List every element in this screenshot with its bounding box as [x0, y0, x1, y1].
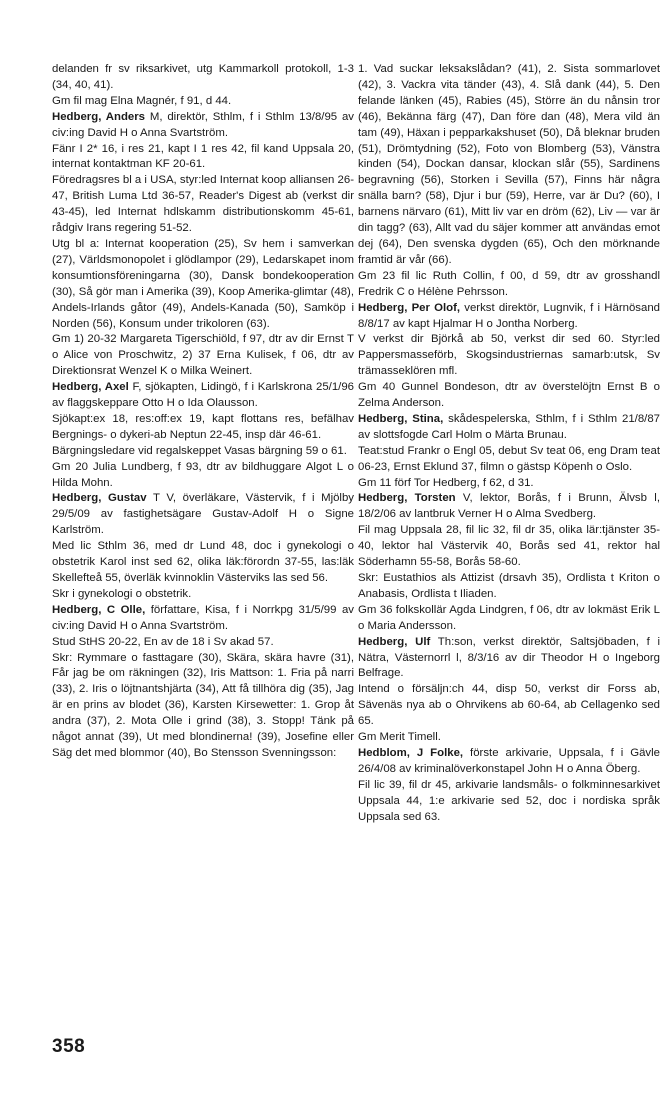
entry-text: förste arkivarie, Uppsala, f i Gävle 26/4/08 av kriminalöverkonstapel John H o Anna Öberg.	[358, 746, 660, 775]
entry-paragraph	[358, 269, 660, 301]
entry-text: Skr: Eustathios als Attizist (drsavh 35), Ordlista t Kriton o Anabasis, Ordlista t Iliaden.	[358, 572, 660, 600]
entry-text: Föredragsres bl a i USA, styr:led Internat koop alliansen 26-47, British Luma Ltd 36-57, Reader's Digest ab (verkst dir 43-45), led Internat hdlskamm distributionskomm 45-61, rådgiv Irans regering 51-52.	[52, 174, 355, 235]
entry-text: Gm 11 förf Tor Hedberg, f 62, d 31.	[358, 476, 534, 489]
entry-text: Intend o försäljn:ch 44, disp 50, verkst dir Forss ab, Sävenäs nya ab o Ohrvikens ab 60-64, ab Cellagenko sed 65.	[358, 683, 660, 728]
entry-name: Hedberg, Gustav	[52, 492, 147, 505]
entry-paragraph	[52, 635, 354, 651]
biography-entry	[52, 491, 354, 539]
entry-text: Fänr I 2* 16, i res 21, kapt I 1 res 42, fil kand Uppsala 20, internat kontaktman KF 20-61.	[52, 142, 354, 171]
entry-name: Hedberg, C Olle,	[52, 603, 146, 616]
biography-entry	[52, 380, 354, 412]
entry-text: Skr i gynekologi o obstetrik.	[52, 587, 192, 600]
entry-text: Gm 20 Julia Lundberg, f 93, dtr av bildhuggare Algot L o Hilda Mohn.	[52, 460, 354, 489]
entry-text: Utg bl a: Internat kooperation (25), Sv hem i samverkan (27), Världsmonopolet i glödlampor (29), Ledarskapet inom konsumtionsföreningarna (30), Dansk bondekooperation (30), Så gör man i Amerika (39), Koop Amerika-glimtar (48), Andels-Irlands gåtor (49), Andels-Kanada (50), Samköp i Norden (56), Konsum under trikoloren (63).	[52, 237, 354, 330]
entry-paragraph	[52, 460, 354, 492]
biography-entry	[52, 603, 354, 635]
entry-text: Gm 23 fil lic Ruth Collin, f 00, d 59, dtr av grosshandl Fredrik C o Hélène Pehrsson.	[358, 269, 660, 298]
entry-name: Hedberg, Anders	[52, 110, 146, 123]
left-column	[52, 62, 354, 762]
entry-text: Gm fil mag Elna Magnér, f 91, d 44.	[52, 94, 232, 107]
entry-name: Hedberg, Stina,	[358, 412, 444, 425]
entry-text: V, lektor, Borås, f i Brunn, Älvsb l, 18/2/06 av lantbruk Verner H o Alma Svedberg.	[358, 492, 660, 521]
entry-paragraph	[358, 476, 660, 492]
entry-paragraph	[358, 332, 660, 380]
entry-paragraph	[358, 603, 660, 635]
biography-entry	[358, 412, 660, 444]
biography-entry	[358, 301, 660, 333]
entry-paragraph	[52, 444, 354, 460]
entry-text: Fil mag Uppsala 28, fil lic 32, fil dr 35, olika lär:tjänster 35-40, lektor hal Västervik 40, Borås sed 41, rektor hal Söderhamn 55-58, Borås 58-60.	[358, 524, 660, 569]
biography-entry	[358, 635, 660, 683]
biography-entry	[358, 491, 660, 523]
entry-text: verkst direktör, Lugnvik, f i Härnösand 8/8/17 av kapt Hjalmar H o Jontha Norberg.	[358, 301, 660, 330]
right-column	[358, 62, 660, 826]
entry-paragraph	[52, 651, 354, 762]
biography-entry	[52, 110, 354, 142]
entry-paragraph	[358, 778, 660, 826]
entry-paragraph	[52, 94, 354, 110]
entry-name: Hedberg, Ulf	[358, 635, 431, 648]
entry-paragraph	[52, 142, 354, 174]
entry-text: Fil lic 39, fil dr 45, arkivarie landsmåls- o folkminnesarkivet Uppsala 44, 1:e arkivarie sed 52, doc i nordiska språk Uppsala sed 63.	[358, 778, 660, 823]
entry-text: M, direktör, Sthlm, f i Sthlm 13/8/95 av civ:ing David H o Anna Svartström.	[52, 110, 354, 139]
entry-name: Hedblom, J Folke,	[358, 746, 464, 759]
entry-text: skådespelerska, Sthlm, f i Sthlm 21/8/87 av slottsfogde Carl Holm o Märta Brunau.	[358, 412, 660, 441]
entry-paragraph	[358, 682, 660, 730]
entry-text: V verkst dir Björkå ab 50, verkst dir sed 60. Styr:led Pappersmasseförb, Skogsindustriernas samarb:utsk, Sv trämasseklören mfl.	[358, 333, 660, 378]
entry-text: delanden fr sv riksarkivet, utg Kammarkoll protokoll, 1-3 (34, 40, 41).	[52, 63, 354, 91]
entry-text: Gm 40 Gunnel Bondeson, dtr av överstelöjtn Ernst B o Zelma Anderson.	[358, 381, 660, 410]
entry-paragraph	[52, 539, 354, 587]
entry-paragraph	[52, 173, 354, 237]
page-number: 358	[52, 1036, 86, 1057]
entry-text: Bärgningsledare vid regalskeppet Vasas bärgning 59 o 61.	[52, 444, 347, 457]
entry-name: Hedberg, Per Olof,	[358, 301, 461, 314]
entry-text: Gm Merit Timell.	[358, 731, 441, 744]
entry-text: Th:son, verkst direktör, Saltsjöbaden, f i Nätra, Västernorrl l, 8/3/16 av dir Theodor H o Ingeborg Belfrage.	[358, 635, 661, 680]
entry-paragraph	[358, 523, 660, 571]
entry-name: Hedberg, Axel	[52, 381, 129, 394]
entry-paragraph	[52, 332, 354, 380]
entry-paragraph	[52, 412, 354, 444]
entry-paragraph	[358, 571, 660, 603]
entry-text: Gm 1) 20-32 Margareta Tigerschiöld, f 97, dtr av dir Ernst T o Alice von Proschwitz, 2) 37 Erna Kulisek, f 06, dtr av Direktionsrat Wenzel K o Milka Weinert.	[52, 333, 354, 378]
entry-text: Skr: Rymmare o fasttagare (30), Skära, skära havre (31), Får jag be om räkningen (32), Iris Mattson: 1. Fria på narri (33), 2. Iris o löjtnantshjärta (34), Att få tillhöra dig (35), Jag är en prins av blodet (36), Karsten Kirsewetter: 1. Grop åt andra (37), 2. Mota Olle i grind (38), 3. Stopp! Tänk på något annat (39), Ut med blondinerna! (39), Josefine eller Säg det med blommor (40), Bo Stensson Svenningsson:	[52, 651, 354, 759]
entry-paragraph	[52, 587, 354, 603]
entry-text: 1. Vad suckar leksakslådan? (41), 2. Sista sommarlovet (42), 3. Vackra vita tänder (43), 4. Slå dank (44), 5. Den felande länken (45), Rabies (45), Större än du nånsin tror (46), Bekänna färg (47), Dan före dan (48), Mera vild än tam (49), Häxan i pepparkakshuset (50), Då bleknar bruden (51), Drömtydning (52), Foto von Blomberg (53), Vänstra kinden (54), Dockan dansar, klockan slår (55), Sardinens begravning (56), Storken i Sevilla (57), Finns här några snälla barn? (58), Djur i bur (59), Herre, var är Du? (60), I barnens närvaro (61), Mitt liv var en dröm (62), Liv — var är din tagg? (63), Allt vad du säjer kommer att användas emot dej (64), Den svenska dygden (65), Och den mörknande framtid är vår (66).	[358, 63, 660, 266]
entry-paragraph	[52, 237, 354, 332]
entry-text: T V, överläkare, Västervik, f i Mjölby 29/5/09 av fastighetsägare Gustav-Adolf H o Signe Karlström.	[52, 492, 354, 537]
entry-paragraph	[358, 62, 660, 269]
entry-paragraph	[358, 730, 660, 746]
entry-text: Teat:stud Frankr o Engl 05, debut Sv teat 06, eng Dram teat 06-23, Ernst Eklund 37, filmn o gästsp Köpenh o Oslo.	[358, 444, 660, 473]
entry-paragraph	[358, 380, 660, 412]
biography-entry	[358, 746, 660, 778]
entry-text: Gm 36 folkskollär Agda Lindgren, f 06, dtr av lokmäst Erik L o Maria Andersson.	[358, 603, 660, 632]
entry-paragraph	[358, 444, 660, 476]
entry-name: Hedberg, Torsten	[358, 492, 456, 505]
entry-text: Sjökapt:ex 18, res:off:ex 19, kapt flottans res, befälhav Bergnings- o dykeri-ab Neptun 22-45, insp där 46-61.	[52, 412, 354, 441]
entry-text: författare, Kisa, f i Norrkpg 31/5/99 av civ:ing David H o Anna Svartström.	[52, 603, 354, 632]
entry-text: Stud StHS 20-22, En av de 18 i Sv akad 57.	[52, 635, 274, 648]
entry-text: F, sjökapten, Lidingö, f i Karlskrona 25/1/96 av flaggskeppare Otto H o Ida Olausson.	[52, 381, 355, 410]
entry-text: Med lic Sthlm 36, med dr Lund 48, doc i gynekologi o obstetrik Karol inst sed 62, olika läk:förordn 37-55, las:läk Skellefteå 55, överläk kvinnoklin Västerviks las sed 56.	[52, 540, 354, 584]
entry-paragraph	[52, 62, 354, 94]
